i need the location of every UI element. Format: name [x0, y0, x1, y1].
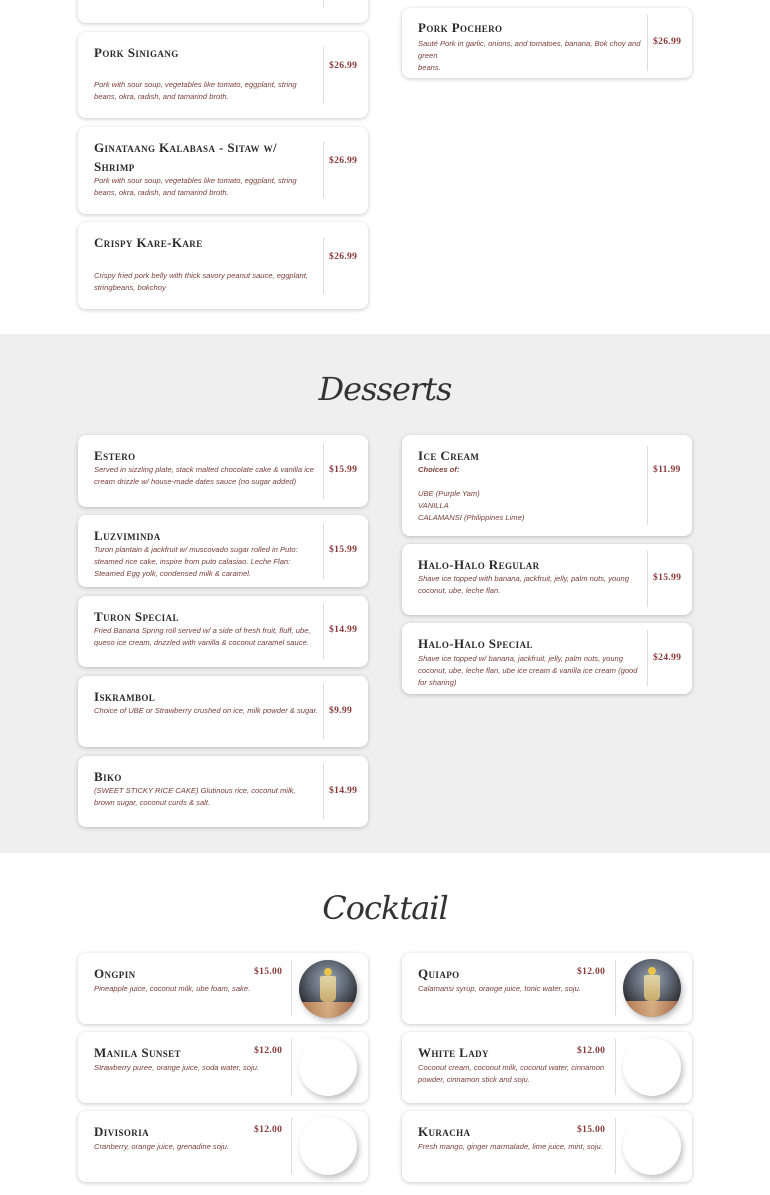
divider [323, 238, 324, 294]
menu-item-card[interactable] [78, 1111, 368, 1182]
divider [323, 763, 324, 819]
divider [323, 683, 324, 739]
item-description: Served in sizzling plate, stack malted chocolate cake & vanilla ice cream drizzle w/ house-made dates sauce (no sugar added) [94, 465, 314, 486]
item-name: Ginataang Kalabasa - Sitaw w/ Shrimp [94, 140, 278, 174]
item-name: Ice Cream [418, 448, 480, 463]
divider [323, 603, 324, 659]
item-price: $12.00 [577, 1045, 606, 1056]
section-title: Desserts [318, 370, 452, 408]
item-description: Shave ice topped w/ banana, jackfruit, jelly, palm nuts, young coconut, ube, leche flan, ube ice cream & vanilla ice cream (good for sharing) [418, 654, 638, 687]
divider [291, 960, 292, 1016]
cocktail-section [0, 853, 770, 1195]
menu-item-card[interactable] [402, 544, 692, 615]
item-price: $15.99 [653, 572, 682, 583]
desserts-section [0, 334, 770, 853]
menu-item-card[interactable] [78, 756, 368, 827]
item-description: Pork with sour soup, vegetables like tomato, eggplant, string beans, okra, radish, and tamarind broth. [94, 80, 297, 101]
divider [323, 0, 324, 8]
menu-item-card[interactable] [78, 32, 368, 118]
item-description: Calamansi syrup, orange juice, tonic water, soju. [418, 984, 581, 993]
item-description: (SWEET STICKY RICE CAKE) Glutinous rice, coconut milk, brown sugar, coconut curds & salt. [94, 786, 296, 807]
item-description-heading: Choices of: [418, 465, 460, 474]
menu-item-card[interactable] [78, 222, 368, 309]
menu-item-card[interactable] [402, 953, 692, 1024]
divider [291, 1039, 292, 1095]
divider [323, 47, 324, 103]
glass-icon [644, 975, 660, 1001]
cocktail-image [299, 960, 357, 1018]
item-price: $15.00 [254, 966, 283, 977]
item-description: Crispy fried pork belly with thick savory peanut sauce, eggplant, stringbeans, bokchoy [94, 271, 308, 292]
item-description: Fresh mango, ginger marmalade, lime juice, mint, soju. [418, 1142, 603, 1151]
item-name: Manila Sunset [94, 1045, 181, 1060]
item-description: Pineapple juice, coconut milk, ube foam, sake. [94, 984, 251, 993]
item-name: Estero [94, 448, 136, 463]
item-name: Halo-Halo Regular [418, 557, 540, 572]
cocktail-image [299, 1117, 357, 1175]
divider [647, 15, 648, 71]
menu-item-card[interactable] [78, 953, 368, 1024]
menu-item-card[interactable] [78, 515, 368, 587]
item-description: Coconut cream, coconut milk, coconut water, cinnamon powder, cinnamon stick and soju. [418, 1063, 605, 1084]
menu-item-card[interactable] [402, 1111, 692, 1182]
item-price: $12.00 [254, 1124, 283, 1135]
item-name: Turon Special [94, 609, 179, 624]
cocktail-image [623, 1038, 681, 1096]
divider [647, 551, 648, 607]
item-price: $15.99 [329, 544, 358, 555]
item-name: Quiapo [418, 966, 460, 981]
item-price: $24.99 [653, 652, 682, 663]
menu-item-card[interactable] [78, 1032, 368, 1103]
item-description: Turon plantain & jackfruit w/ muscovado sugar rolled in Puto: steamed rice cake, inspire from puto calasiao. Leche Flan: Steamed Egg yolk, condensed milk & caramel. [94, 545, 298, 578]
glass-icon [320, 976, 336, 1002]
menu-item-card[interactable] [402, 623, 692, 694]
menu-item-card[interactable] [78, 0, 368, 23]
item-price: $14.99 [329, 785, 358, 796]
item-name: Divisoria [94, 1124, 149, 1139]
item-description: Strawberry puree, orange juice, soda water, soju. [94, 1063, 260, 1072]
item-description: UBE (Purple Yam) VANILLA CALAMANSI (Philippines Lime) [418, 489, 525, 522]
item-name: Halo-Halo Special [418, 636, 533, 651]
item-description: Choice of UBE or Strawberry crushed on ice, milk powder & sugar. [94, 706, 318, 715]
item-description: Sauté Pork in garlic, onions, and tomatoes, banana, Bok choy and green beans. [418, 39, 641, 72]
cocktail-image [299, 1038, 357, 1096]
item-price: $9.99 [329, 705, 353, 716]
item-name: Crispy Kare-Kare [94, 235, 203, 250]
divider [615, 1039, 616, 1095]
divider [323, 142, 324, 198]
menu-item-card[interactable] [402, 8, 692, 78]
item-name: White Lady [418, 1045, 489, 1060]
item-description: Pork with sour soup, vegetables like tomato, eggplant, string beans, okra, radish, and tamarind broth. [94, 176, 297, 197]
menu-item-card[interactable] [78, 435, 368, 507]
garnish-icon [648, 967, 656, 975]
sunset-glow [299, 1002, 357, 1018]
item-name: Luzviminda [94, 528, 161, 543]
item-price: $26.99 [329, 251, 358, 262]
divider [615, 1118, 616, 1174]
mains-section [0, 0, 770, 334]
divider [647, 446, 648, 525]
item-price: $26.99 [329, 155, 358, 166]
garnish-icon [324, 968, 332, 976]
item-price: $26.99 [329, 60, 358, 71]
item-price: $11.99 [653, 464, 681, 475]
sunset-glow [623, 1001, 681, 1017]
item-price: $26.99 [653, 36, 682, 47]
section-title: Cocktail [322, 889, 448, 927]
item-name: Pork Sinigang [94, 45, 179, 60]
item-name: Ongpin [94, 966, 136, 981]
item-price: $15.99 [329, 464, 358, 475]
item-price: $12.00 [254, 1045, 283, 1056]
item-description: Cranberry, orange juice, grenadine soju. [94, 1142, 229, 1151]
divider [615, 960, 616, 1016]
item-name: Iskrambol [94, 689, 156, 704]
divider [647, 630, 648, 686]
divider [323, 443, 324, 499]
cocktail-image [623, 959, 681, 1017]
divider [323, 523, 324, 579]
item-price: $12.00 [577, 966, 606, 977]
item-name: Biko [94, 769, 122, 784]
item-price: $15.00 [577, 1124, 606, 1135]
item-name: Kuracha [418, 1124, 471, 1139]
item-description: Fried Banana Spring roll served w/ a side of fresh fruit, fluff, ube, queso ice cream, drizzled with vanilla & coconut caramel sauce. [94, 626, 311, 647]
divider [291, 1118, 292, 1174]
cocktail-image [623, 1117, 681, 1175]
menu-item-card[interactable] [78, 596, 368, 667]
menu-item-card[interactable] [402, 435, 692, 536]
menu-item-card[interactable] [78, 676, 368, 747]
item-price: $14.99 [329, 624, 358, 635]
item-description: Shave ice topped with banana, jackfruit, jelly, palm nuts, young coconut, ube, leche flan. [418, 574, 629, 595]
item-name: Pork Pochero [418, 20, 503, 35]
menu-item-card[interactable] [78, 127, 368, 214]
menu-item-card[interactable] [402, 1032, 692, 1103]
